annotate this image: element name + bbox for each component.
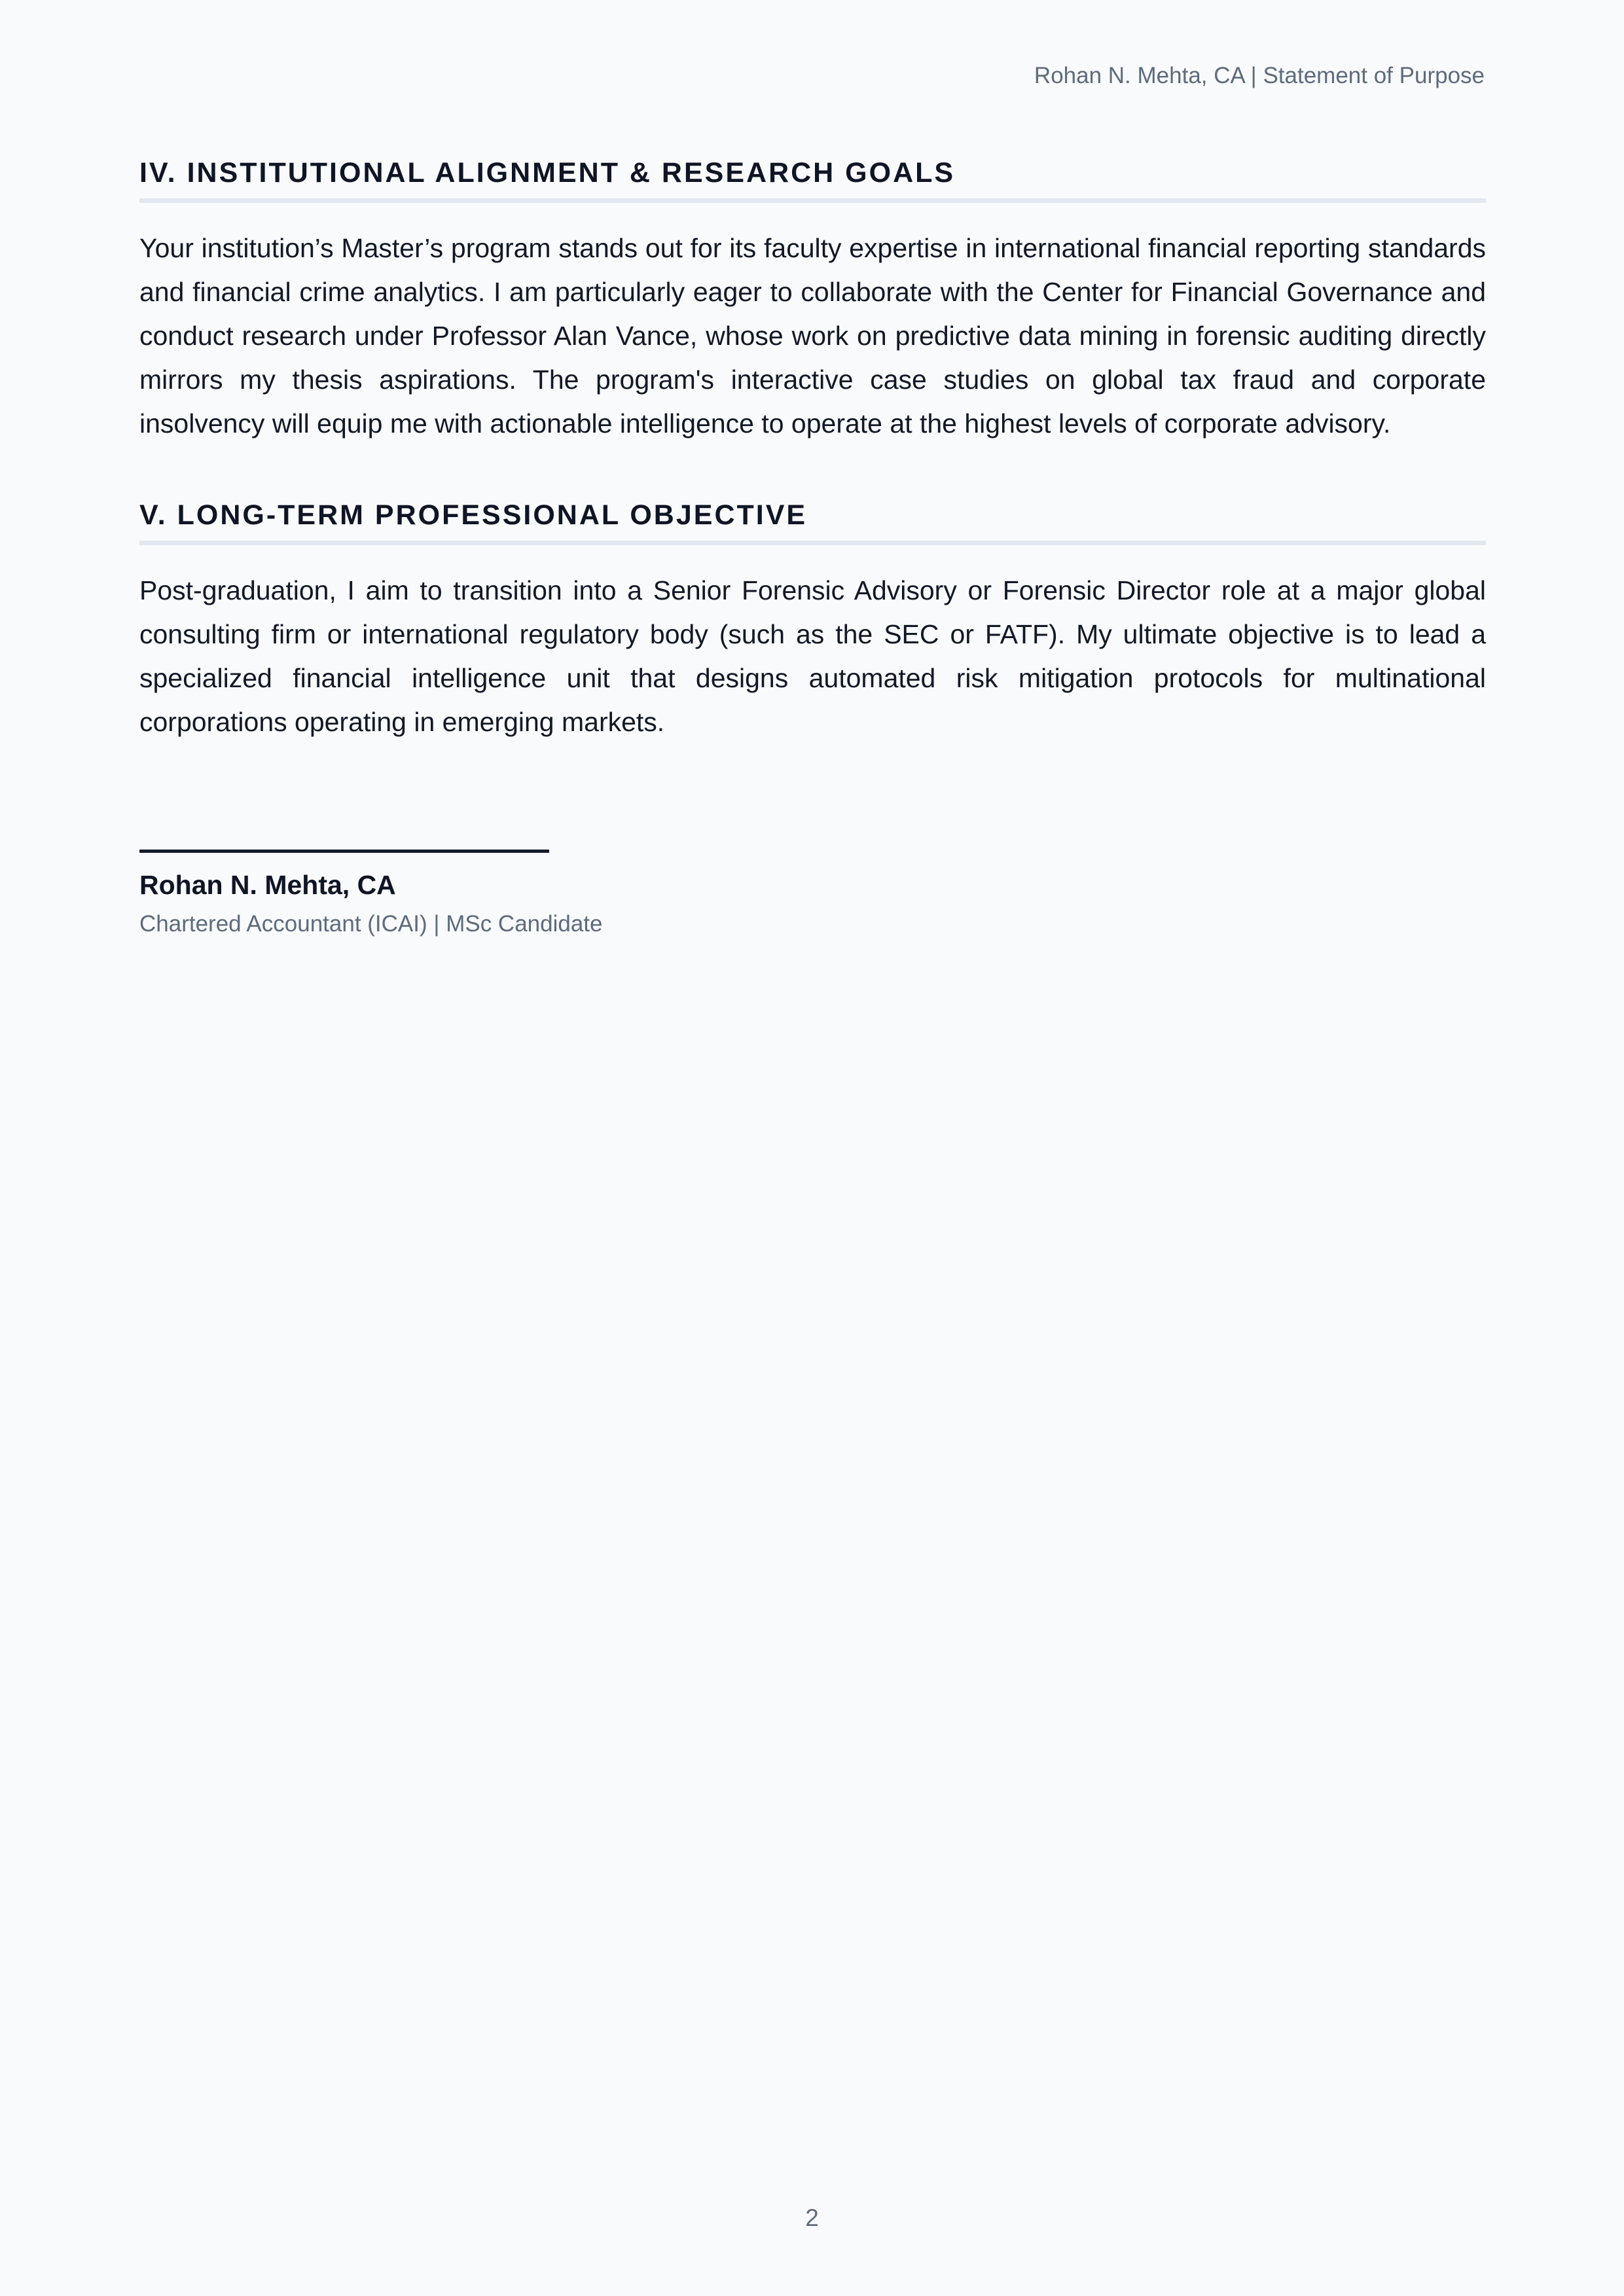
signature-name: Rohan N. Mehta, CA <box>139 870 396 900</box>
section-heading: IV. INSTITUTIONAL ALIGNMENT & RESEARCH GOALS <box>139 157 1486 203</box>
signature-block <box>139 850 603 937</box>
section-long-term-objective <box>139 499 1486 744</box>
signature-title: Chartered Accountant (ICAI) | MSc Candidate <box>139 911 603 937</box>
section-heading: V. LONG-TERM PROFESSIONAL OBJECTIVE <box>139 499 1486 545</box>
signature-line <box>139 850 549 853</box>
section-institutional-alignment <box>139 157 1486 446</box>
section-paragraph: Your institution’s Master’s program stands out for its faculty expertise in international financial reporting standards and financial crime analytics. I am particularly eager to collaborate with the Center for Financial Governance and conduct research under Professor Alan Vance, whose work on predictive data mining in forensic auditing directly mirrors my thesis aspirations. The program's interactive case studies on global tax fraud and corporate insolvency will equip me with actionable intelligence to operate at the highest levels of corporate advisory. <box>139 233 1486 439</box>
section-paragraph: Post-graduation, I aim to transition into a Senior Forensic Advisory or Forensic Director role at a major global consulting firm or international regulatory body (such as the SEC or FATF). My ultimate objective is to lead a specialized financial intelligence unit that designs automated risk mitigation protocols for multinational corporations operating in emerging markets. <box>139 575 1486 737</box>
document-content <box>139 157 1486 744</box>
running-header: Rohan N. Mehta, CA | Statement of Purpose <box>1034 63 1485 88</box>
page-number: 2 <box>805 2204 819 2231</box>
